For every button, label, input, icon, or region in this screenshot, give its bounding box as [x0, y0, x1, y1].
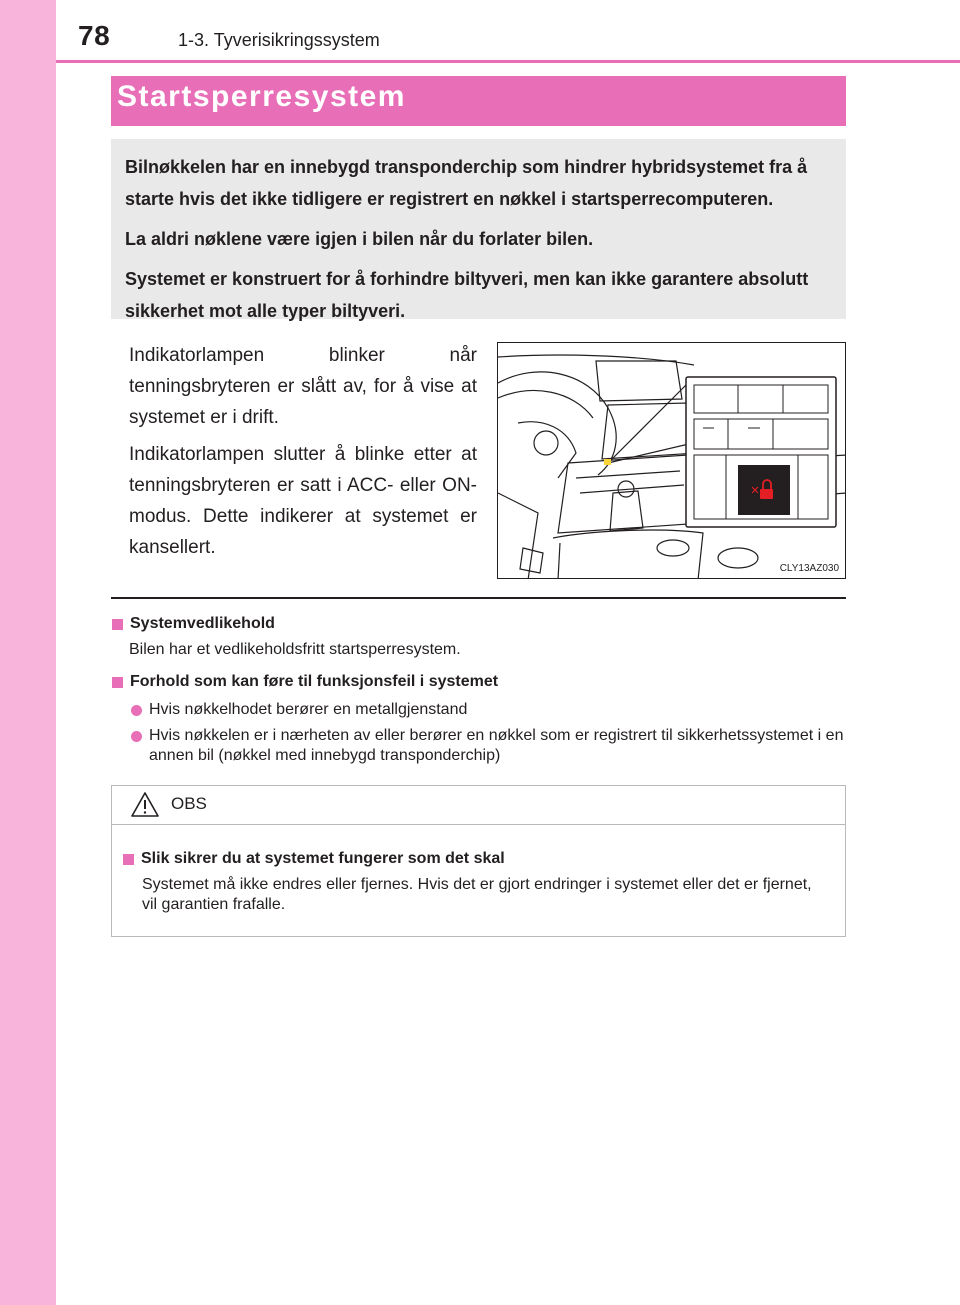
note-text: Bilen har et vedlikeholdsfritt startsperresystem. [129, 641, 461, 658]
body-paragraph-1: Indikatorlampen blinker når tenningsbryteren er slått av, for å vise at systemet er i drift. [129, 345, 477, 428]
intro-paragraph-2: La aldri nøklene være igjen i bilen når du forlater bilen. [125, 229, 594, 249]
list-item [129, 700, 846, 720]
list-item [129, 726, 846, 766]
body-paragraph-2: Indikatorlampen slutter å blinke etter at tenningsbryteren er satt i ACC- eller ON-modus. Dette indikerer at systemet er kansellert. [129, 444, 477, 558]
obs-header [112, 786, 845, 825]
list-item-text: Hvis nøkkelen er i nærheten av eller berører en nøkkel som er registrert til sikkerhetssystemet i en annen bil (nøkkel med innebygd transponderchip) [149, 727, 844, 764]
section-reference: 1-3. Tyverisikringssystem [178, 30, 380, 50]
figure-code: CLY13AZ030 [779, 563, 839, 574]
round-bullet-icon [131, 705, 142, 716]
obs-text: Systemet må ikke endres eller fjernes. Hvis det er gjort endringer i systemet eller det er fjernet, vil garantien frafalle. [142, 876, 812, 913]
side-band [0, 0, 56, 1305]
intro-paragraph-3: Systemet er konstruert for å forhindre biltyveri, men kan ikke garantere absolutt sikkerhet mot alle typer biltyveri. [125, 269, 809, 321]
obs-label: OBS [171, 794, 207, 813]
obs-title: Slik sikrer du at systemet fungerer som det skal [141, 850, 505, 867]
section-divider [111, 597, 846, 599]
obs-heading [122, 847, 831, 871]
intro-paragraph-1: Bilnøkkelen har en innebygd transponderchip som hindrer hybridsystemet fra å starte hvis det ikke tidligere er registrert en nøkkel i startsperrecomputeren. [125, 157, 808, 209]
page-number: 78 [78, 20, 111, 51]
dashboard-drawing [498, 343, 846, 579]
square-bullet-icon [112, 619, 123, 630]
note-title: Forhold som kan føre til funksjonsfeil i systemet [130, 673, 499, 690]
intro-box [111, 139, 846, 319]
warning-icon [130, 791, 160, 818]
list-item-text: Hvis nøkkelhodet berører en metallgjenstand [149, 701, 468, 718]
obs-body [112, 825, 845, 915]
header-rule [56, 60, 960, 63]
note-heading-malfunction [111, 670, 846, 694]
note-title: Systemvedlikehold [130, 615, 275, 632]
square-bullet-icon [123, 854, 134, 865]
dashboard-illustration [497, 342, 846, 579]
section-title: Startsperresystem [117, 80, 406, 113]
obs-box [111, 785, 846, 937]
square-bullet-icon [112, 677, 123, 688]
note-heading-maintenance [111, 612, 846, 636]
round-bullet-icon [131, 731, 142, 742]
notes [111, 612, 846, 772]
body-text [129, 340, 477, 569]
